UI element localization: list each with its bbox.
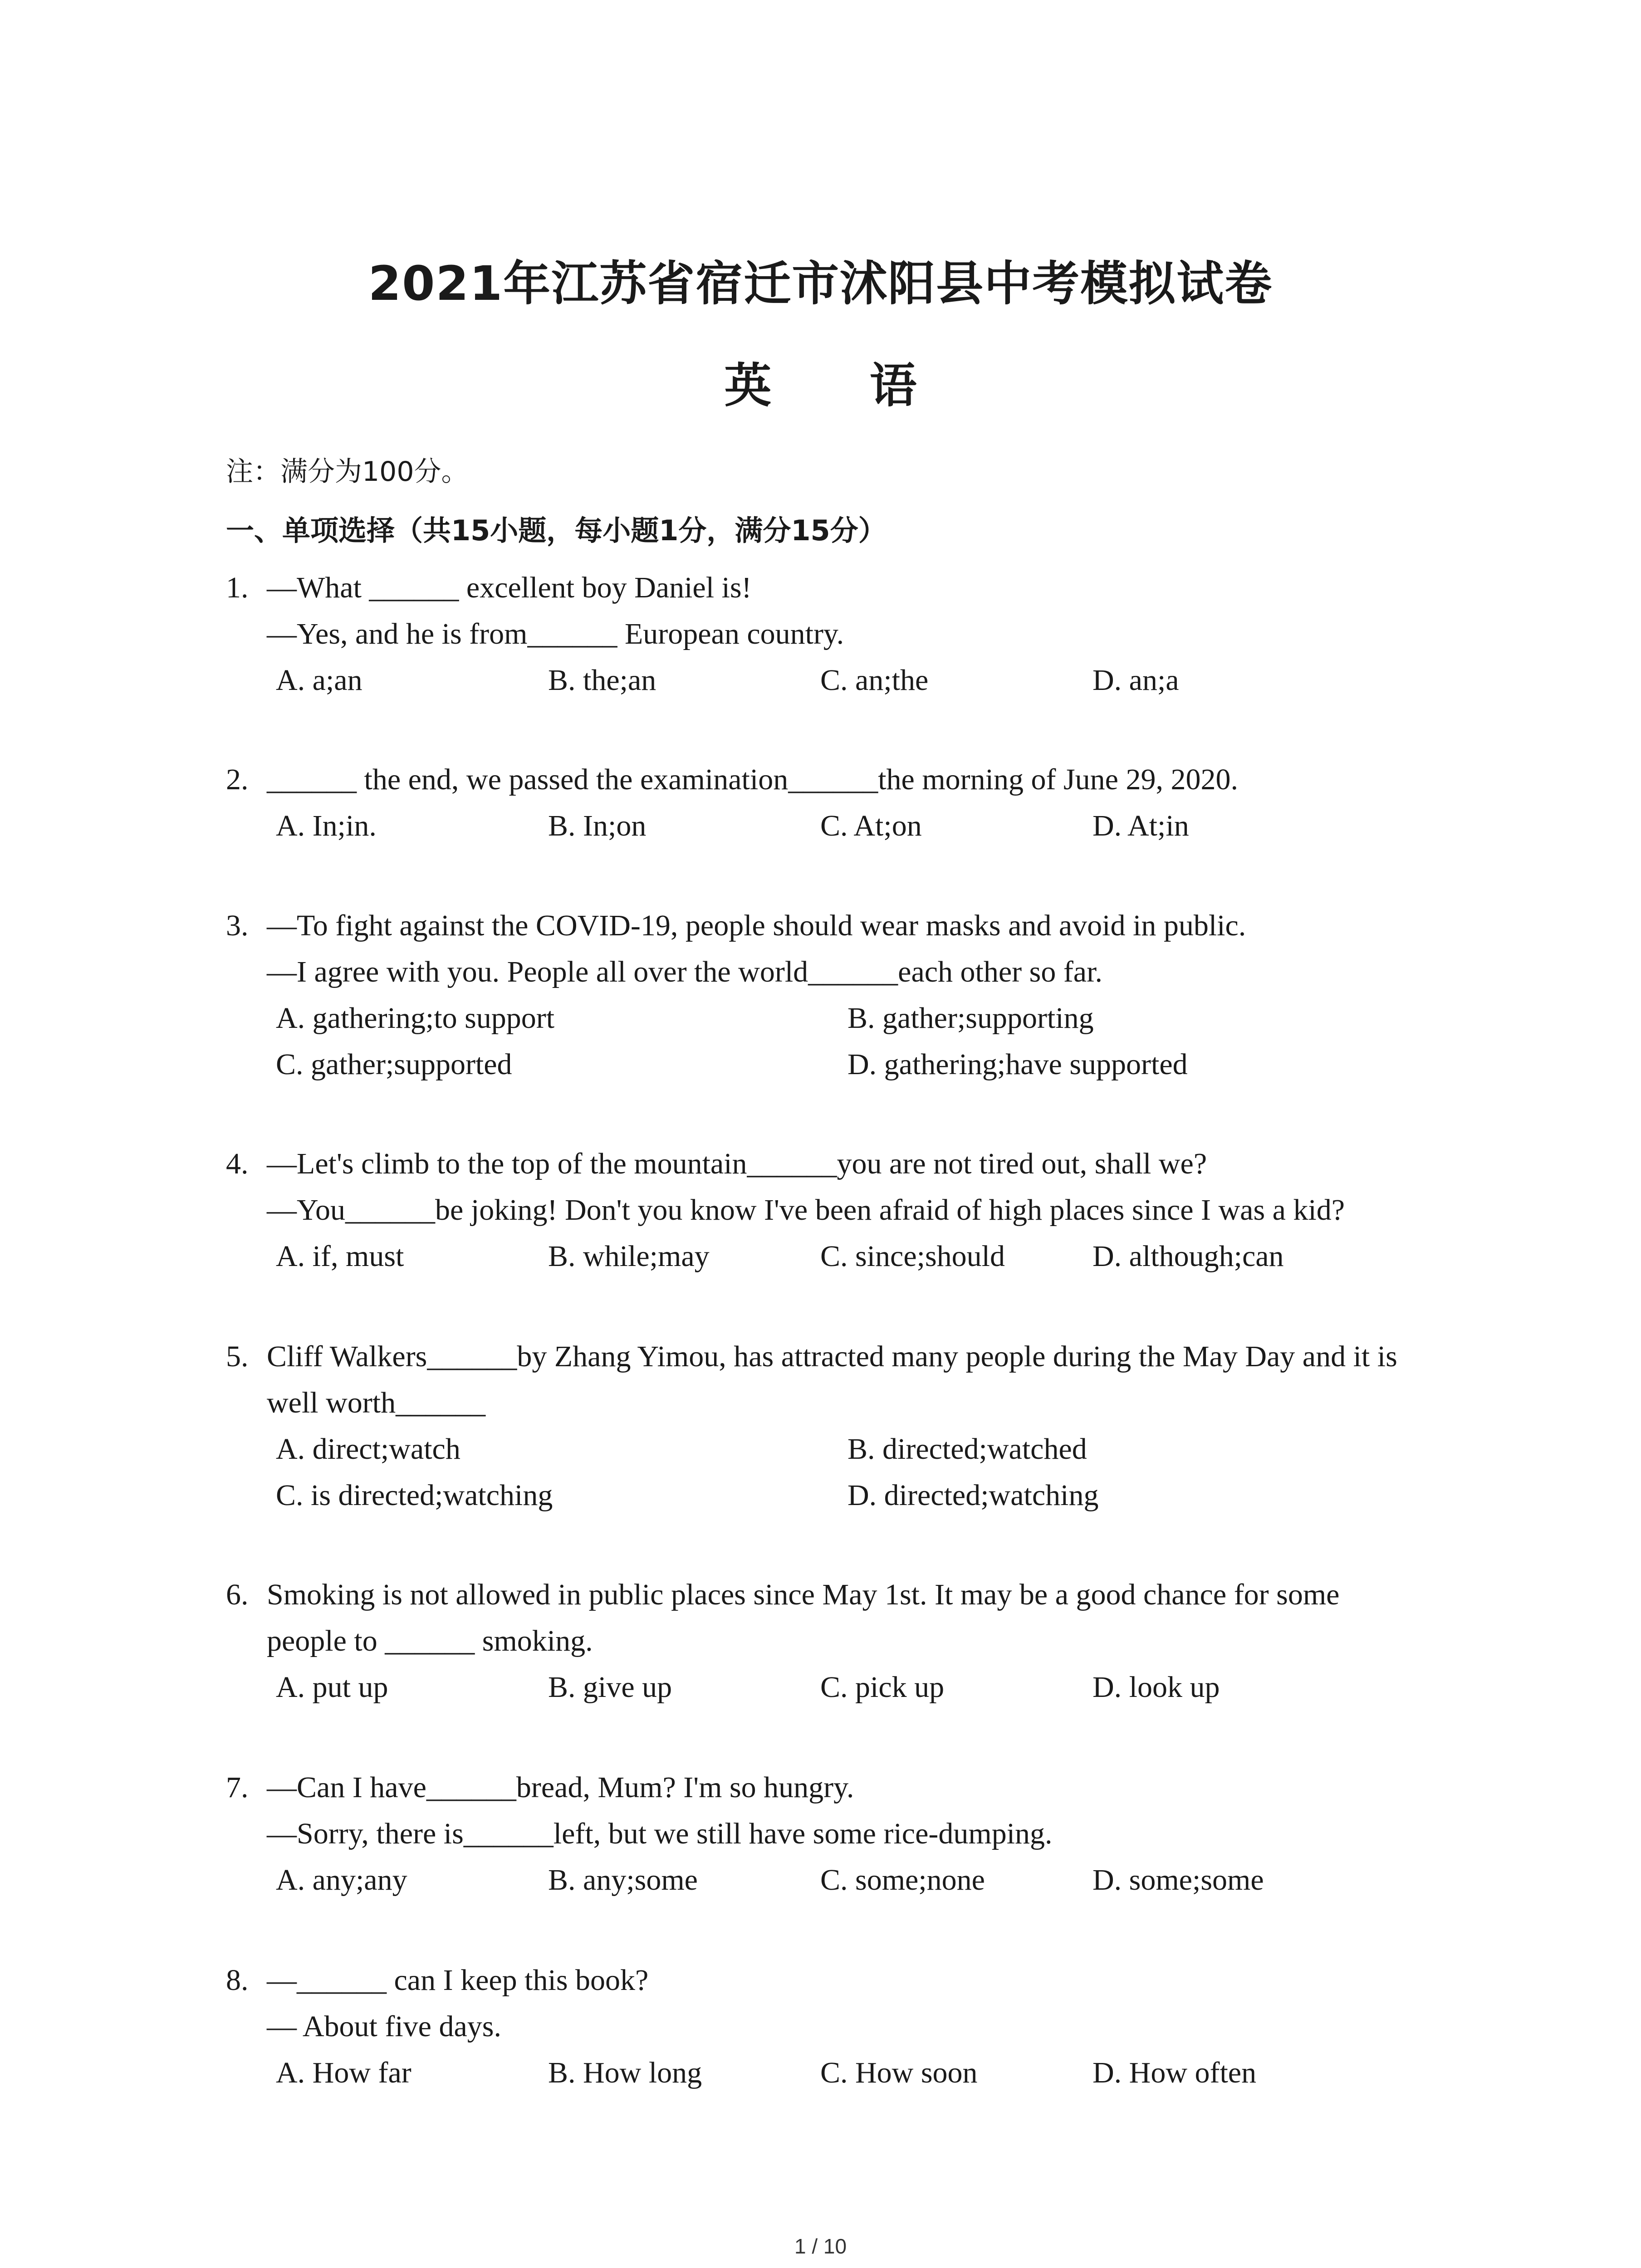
question-text: —______ can I keep this book? xyxy=(267,1964,649,1997)
question-text: —Sorry, there is______left, but we still have some rice-dumping. xyxy=(267,1817,1053,1850)
question-number: 6. xyxy=(226,1578,249,1611)
option-d: D. some;some xyxy=(1092,1863,1264,1897)
exam-title: 2021年江苏省宿迁市沭阳县中考模拟试卷 xyxy=(368,256,1273,311)
option-b: B. directed;watched xyxy=(847,1432,1087,1466)
option-c: C. since;should xyxy=(820,1240,1005,1273)
question-text: —Let's climb to the top of the mountain______you are not tired out, shall we? xyxy=(267,1147,1207,1180)
options-row xyxy=(226,1041,1451,1088)
question-number: 4. xyxy=(226,1147,249,1180)
options-row xyxy=(226,2050,1451,2096)
option-a: A. put up xyxy=(276,1671,388,1704)
question-text: —You______be joking! Don't you know I've been afraid of high places since I was a kid? xyxy=(267,1193,1345,1227)
option-c: C. an;the xyxy=(820,664,929,697)
score-note: 注：满分为100分。 xyxy=(226,456,469,488)
option-b: B. gather;supporting xyxy=(847,1002,1094,1035)
option-d: D. directed;watching xyxy=(847,1479,1099,1512)
option-a: A. any;any xyxy=(276,1863,407,1897)
options-row xyxy=(226,1426,1451,1472)
option-a: A. gathering;to support xyxy=(276,1002,555,1035)
option-c: C. is directed;watching xyxy=(276,1479,553,1512)
option-a: A. direct;watch xyxy=(276,1432,460,1466)
option-b: B. any;some xyxy=(548,1863,698,1897)
question-number: 2. xyxy=(226,763,249,796)
option-a: A. a;an xyxy=(276,664,362,697)
question-number: 8. xyxy=(226,1964,249,1997)
section-heading: 一、单项选择（共15小题，每小题1分，满分15分） xyxy=(226,514,887,547)
options-row xyxy=(226,803,1451,849)
options-row xyxy=(226,1233,1451,1280)
question-text: Cliff Walkers______by Zhang Yimou, has attracted many people during the May Day and it is xyxy=(267,1340,1397,1373)
options-row xyxy=(226,1857,1451,1903)
question-3 xyxy=(226,903,1451,1088)
option-b: B. In;on xyxy=(548,809,647,842)
question-2 xyxy=(226,757,1451,849)
option-d: D. gathering;have supported xyxy=(847,1048,1188,1081)
question-text: well worth______ xyxy=(267,1386,486,1419)
exam-subject: 英 语 xyxy=(724,358,958,413)
question-text: —Can I have______bread, Mum? I'm so hungry. xyxy=(267,1771,854,1804)
question-4 xyxy=(226,1141,1451,1280)
option-d: D. How often xyxy=(1092,2056,1257,2089)
question-1 xyxy=(226,565,1451,704)
option-b: B. the;an xyxy=(548,664,656,697)
options-row xyxy=(226,1472,1451,1519)
option-c: C. How soon xyxy=(820,2056,978,2089)
option-a: A. In;in. xyxy=(276,809,377,842)
option-b: B. give up xyxy=(548,1671,672,1704)
option-b: B. How long xyxy=(548,2056,702,2089)
question-text: people to ______ smoking. xyxy=(267,1624,593,1657)
question-7 xyxy=(226,1765,1451,1903)
question-number: 3. xyxy=(226,909,249,942)
question-number: 7. xyxy=(226,1771,249,1804)
question-6 xyxy=(226,1572,1451,1711)
question-8 xyxy=(226,1957,1451,2096)
option-a: A. if, must xyxy=(276,1240,404,1273)
option-c: C. gather;supported xyxy=(276,1048,512,1081)
option-c: C. some;none xyxy=(820,1863,985,1897)
options-row xyxy=(226,657,1451,704)
option-d: D. look up xyxy=(1092,1671,1220,1704)
option-c: C. At;on xyxy=(820,809,922,842)
question-number: 1. xyxy=(226,571,249,604)
question-text: —I agree with you. People all over the world______each other so far. xyxy=(267,955,1102,988)
option-d: D. At;in xyxy=(1092,809,1189,842)
option-d: D. although;can xyxy=(1092,1240,1284,1273)
options-row xyxy=(226,1664,1451,1711)
options-row xyxy=(226,995,1451,1041)
option-d: D. an;a xyxy=(1092,664,1179,697)
question-text: —Yes, and he is from______ European country. xyxy=(267,617,844,650)
question-text: — About five days. xyxy=(267,2010,501,2043)
option-c: C. pick up xyxy=(820,1671,945,1704)
question-number: 5. xyxy=(226,1340,249,1373)
option-a: A. How far xyxy=(276,2056,411,2089)
question-text: —To fight against the COVID-19, people should wear masks and avoid in public. xyxy=(267,909,1246,942)
question-5 xyxy=(226,1334,1451,1519)
question-text: ______ the end, we passed the examination______the morning of June 29, 2020. xyxy=(267,763,1238,796)
question-text: —What ______ excellent boy Daniel is! xyxy=(267,571,752,604)
page-indicator: 1 / 10 xyxy=(794,2234,847,2258)
option-b: B. while;may xyxy=(548,1240,710,1273)
question-text: Smoking is not allowed in public places since May 1st. It may be a good chance for some xyxy=(267,1578,1340,1611)
